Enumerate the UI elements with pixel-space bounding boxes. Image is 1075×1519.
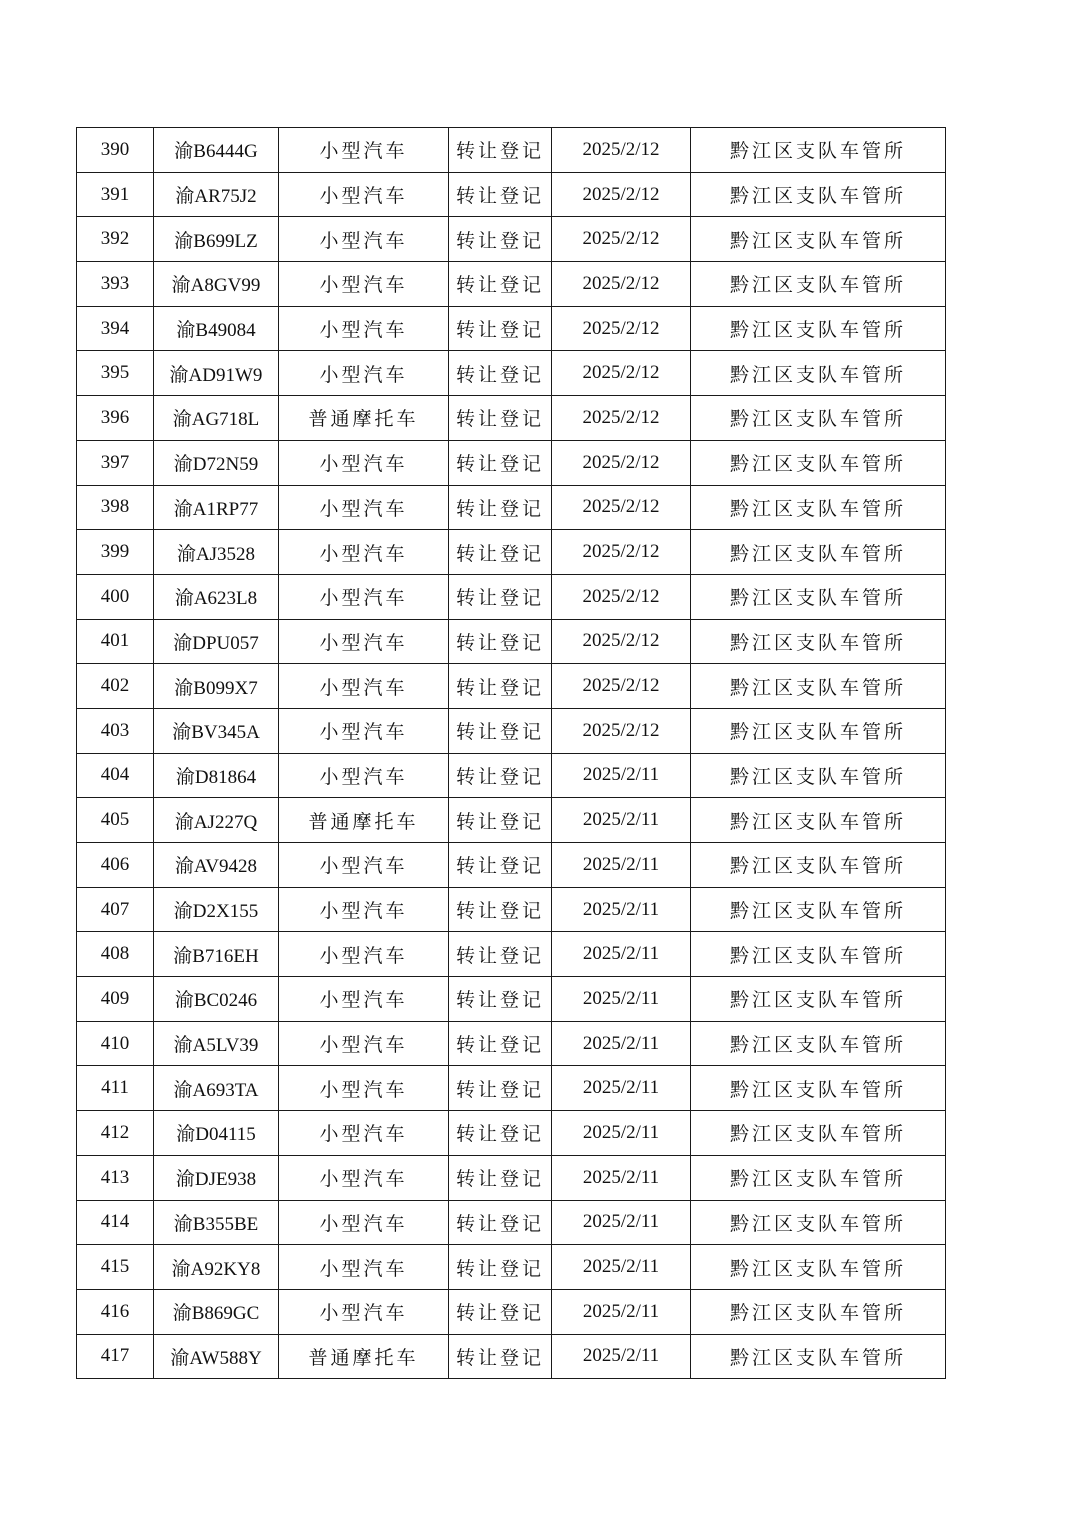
office-name-cell: 黔江区支队车管所 xyxy=(691,1200,946,1245)
vehicle-type-cell: 小型汽车 xyxy=(279,172,449,217)
record-date-cell: 2025/2/12 xyxy=(552,396,691,441)
office-name-cell: 黔江区支队车管所 xyxy=(691,1021,946,1066)
business-type-cell: 转让登记 xyxy=(449,530,552,575)
office-name-cell: 黔江区支队车管所 xyxy=(691,932,946,977)
plate-number-cell: 渝B716EH xyxy=(154,932,279,977)
plate-number-cell: 渝B49084 xyxy=(154,306,279,351)
business-type-cell: 转让登记 xyxy=(449,619,552,664)
business-type-cell: 转让登记 xyxy=(449,708,552,753)
plate-number-cell: 渝A693TA xyxy=(154,1066,279,1111)
record-date-cell: 2025/2/12 xyxy=(552,664,691,709)
plate-number-cell: 渝A1RP77 xyxy=(154,485,279,530)
business-type-cell: 转让登记 xyxy=(449,1334,552,1379)
record-date-cell: 2025/2/11 xyxy=(552,1021,691,1066)
vehicle-type-cell: 小型汽车 xyxy=(279,977,449,1022)
office-name-cell: 黔江区支队车管所 xyxy=(691,574,946,619)
business-type-cell: 转让登记 xyxy=(449,664,552,709)
record-date-cell: 2025/2/11 xyxy=(552,1245,691,1290)
business-type-cell: 转让登记 xyxy=(449,440,552,485)
record-date-cell: 2025/2/12 xyxy=(552,530,691,575)
record-number-cell: 395 xyxy=(77,351,154,396)
office-name-cell: 黔江区支队车管所 xyxy=(691,351,946,396)
office-name-cell: 黔江区支队车管所 xyxy=(691,1245,946,1290)
office-name-cell: 黔江区支队车管所 xyxy=(691,1111,946,1156)
record-date-cell: 2025/2/11 xyxy=(552,977,691,1022)
table-row xyxy=(77,753,946,798)
record-date-cell: 2025/2/11 xyxy=(552,932,691,977)
plate-number-cell: 渝D04115 xyxy=(154,1111,279,1156)
record-number-cell: 417 xyxy=(77,1334,154,1379)
plate-number-cell: 渝A5LV39 xyxy=(154,1021,279,1066)
vehicle-type-cell: 小型汽车 xyxy=(279,1066,449,1111)
record-date-cell: 2025/2/12 xyxy=(552,708,691,753)
plate-number-cell: 渝A92KY8 xyxy=(154,1245,279,1290)
record-number-cell: 411 xyxy=(77,1066,154,1111)
plate-number-cell: 渝B869GC xyxy=(154,1289,279,1334)
vehicle-type-cell: 小型汽车 xyxy=(279,485,449,530)
business-type-cell: 转让登记 xyxy=(449,485,552,530)
office-name-cell: 黔江区支队车管所 xyxy=(691,1289,946,1334)
office-name-cell: 黔江区支队车管所 xyxy=(691,262,946,307)
table-row xyxy=(77,1111,946,1156)
plate-number-cell: 渝AJ3528 xyxy=(154,530,279,575)
vehicle-type-cell: 小型汽车 xyxy=(279,619,449,664)
business-type-cell: 转让登记 xyxy=(449,172,552,217)
plate-number-cell: 渝B099X7 xyxy=(154,664,279,709)
office-name-cell: 黔江区支队车管所 xyxy=(691,396,946,441)
vehicle-type-cell: 小型汽车 xyxy=(279,351,449,396)
plate-number-cell: 渝D81864 xyxy=(154,753,279,798)
record-number-cell: 406 xyxy=(77,843,154,888)
table-row xyxy=(77,351,946,396)
vehicle-type-cell: 小型汽车 xyxy=(279,708,449,753)
plate-number-cell: 渝DJE938 xyxy=(154,1155,279,1200)
record-date-cell: 2025/2/11 xyxy=(552,1111,691,1156)
plate-number-cell: 渝A8GV99 xyxy=(154,262,279,307)
record-date-cell: 2025/2/11 xyxy=(552,753,691,798)
vehicle-type-cell: 小型汽车 xyxy=(279,530,449,575)
plate-number-cell: 渝B355BE xyxy=(154,1200,279,1245)
record-date-cell: 2025/2/11 xyxy=(552,1289,691,1334)
table-row xyxy=(77,1066,946,1111)
record-number-cell: 403 xyxy=(77,708,154,753)
business-type-cell: 转让登记 xyxy=(449,977,552,1022)
plate-number-cell: 渝AJ227Q xyxy=(154,798,279,843)
record-number-cell: 408 xyxy=(77,932,154,977)
table-row xyxy=(77,262,946,307)
table-row xyxy=(77,574,946,619)
table-row xyxy=(77,440,946,485)
office-name-cell: 黔江区支队车管所 xyxy=(691,977,946,1022)
record-date-cell: 2025/2/12 xyxy=(552,485,691,530)
vehicle-type-cell: 小型汽车 xyxy=(279,306,449,351)
record-date-cell: 2025/2/12 xyxy=(552,172,691,217)
table-row xyxy=(77,485,946,530)
table-row xyxy=(77,172,946,217)
plate-number-cell: 渝AW588Y xyxy=(154,1334,279,1379)
vehicle-type-cell: 小型汽车 xyxy=(279,217,449,262)
record-number-cell: 400 xyxy=(77,574,154,619)
record-number-cell: 396 xyxy=(77,396,154,441)
vehicle-type-cell: 小型汽车 xyxy=(279,1289,449,1334)
vehicle-type-cell: 小型汽车 xyxy=(279,1021,449,1066)
record-date-cell: 2025/2/11 xyxy=(552,1066,691,1111)
business-type-cell: 转让登记 xyxy=(449,1155,552,1200)
vehicle-type-cell: 普通摩托车 xyxy=(279,798,449,843)
office-name-cell: 黔江区支队车管所 xyxy=(691,798,946,843)
business-type-cell: 转让登记 xyxy=(449,306,552,351)
vehicle-type-cell: 小型汽车 xyxy=(279,1155,449,1200)
vehicle-type-cell: 小型汽车 xyxy=(279,128,449,173)
record-number-cell: 397 xyxy=(77,440,154,485)
record-number-cell: 416 xyxy=(77,1289,154,1334)
vehicle-type-cell: 小型汽车 xyxy=(279,1245,449,1290)
table-row xyxy=(77,843,946,888)
business-type-cell: 转让登记 xyxy=(449,1289,552,1334)
office-name-cell: 黔江区支队车管所 xyxy=(691,664,946,709)
vehicle-type-cell: 小型汽车 xyxy=(279,1111,449,1156)
business-type-cell: 转让登记 xyxy=(449,262,552,307)
plate-number-cell: 渝AV9428 xyxy=(154,843,279,888)
office-name-cell: 黔江区支队车管所 xyxy=(691,128,946,173)
plate-number-cell: 渝AD91W9 xyxy=(154,351,279,396)
office-name-cell: 黔江区支队车管所 xyxy=(691,708,946,753)
office-name-cell: 黔江区支队车管所 xyxy=(691,485,946,530)
plate-number-cell: 渝B699LZ xyxy=(154,217,279,262)
record-number-cell: 409 xyxy=(77,977,154,1022)
plate-number-cell: 渝A623L8 xyxy=(154,574,279,619)
office-name-cell: 黔江区支队车管所 xyxy=(691,172,946,217)
vehicle-transfer-table xyxy=(76,127,946,1379)
record-date-cell: 2025/2/11 xyxy=(552,1200,691,1245)
table-row xyxy=(77,619,946,664)
table-row xyxy=(77,217,946,262)
business-type-cell: 转让登记 xyxy=(449,128,552,173)
vehicle-type-cell: 小型汽车 xyxy=(279,574,449,619)
plate-number-cell: 渝BC0246 xyxy=(154,977,279,1022)
office-name-cell: 黔江区支队车管所 xyxy=(691,440,946,485)
office-name-cell: 黔江区支队车管所 xyxy=(691,843,946,888)
business-type-cell: 转让登记 xyxy=(449,574,552,619)
table-row xyxy=(77,932,946,977)
record-number-cell: 415 xyxy=(77,1245,154,1290)
office-name-cell: 黔江区支队车管所 xyxy=(691,619,946,664)
record-number-cell: 394 xyxy=(77,306,154,351)
record-date-cell: 2025/2/11 xyxy=(552,843,691,888)
table-row xyxy=(77,530,946,575)
record-date-cell: 2025/2/11 xyxy=(552,1334,691,1379)
office-name-cell: 黔江区支队车管所 xyxy=(691,753,946,798)
record-number-cell: 412 xyxy=(77,1111,154,1156)
vehicle-type-cell: 小型汽车 xyxy=(279,1200,449,1245)
office-name-cell: 黔江区支队车管所 xyxy=(691,887,946,932)
business-type-cell: 转让登记 xyxy=(449,887,552,932)
table-body xyxy=(77,128,946,1379)
table-row xyxy=(77,1334,946,1379)
record-date-cell: 2025/2/12 xyxy=(552,440,691,485)
record-number-cell: 401 xyxy=(77,619,154,664)
record-number-cell: 399 xyxy=(77,530,154,575)
table-row xyxy=(77,1289,946,1334)
vehicle-type-cell: 小型汽车 xyxy=(279,262,449,307)
record-number-cell: 413 xyxy=(77,1155,154,1200)
table-row xyxy=(77,798,946,843)
office-name-cell: 黔江区支队车管所 xyxy=(691,306,946,351)
table-row xyxy=(77,1200,946,1245)
record-number-cell: 390 xyxy=(77,128,154,173)
business-type-cell: 转让登记 xyxy=(449,1200,552,1245)
record-date-cell: 2025/2/12 xyxy=(552,262,691,307)
plate-number-cell: 渝B6444G xyxy=(154,128,279,173)
table-row xyxy=(77,128,946,173)
business-type-cell: 转让登记 xyxy=(449,753,552,798)
record-date-cell: 2025/2/11 xyxy=(552,887,691,932)
vehicle-type-cell: 小型汽车 xyxy=(279,932,449,977)
vehicle-type-cell: 小型汽车 xyxy=(279,440,449,485)
vehicle-type-cell: 普通摩托车 xyxy=(279,396,449,441)
plate-number-cell: 渝BV345A xyxy=(154,708,279,753)
record-number-cell: 393 xyxy=(77,262,154,307)
record-number-cell: 405 xyxy=(77,798,154,843)
business-type-cell: 转让登记 xyxy=(449,1021,552,1066)
plate-number-cell: 渝AG718L xyxy=(154,396,279,441)
table-row xyxy=(77,1245,946,1290)
office-name-cell: 黔江区支队车管所 xyxy=(691,217,946,262)
record-date-cell: 2025/2/12 xyxy=(552,619,691,664)
office-name-cell: 黔江区支队车管所 xyxy=(691,1066,946,1111)
record-date-cell: 2025/2/12 xyxy=(552,217,691,262)
business-type-cell: 转让登记 xyxy=(449,843,552,888)
record-date-cell: 2025/2/12 xyxy=(552,306,691,351)
plate-number-cell: 渝DPU057 xyxy=(154,619,279,664)
office-name-cell: 黔江区支队车管所 xyxy=(691,1155,946,1200)
record-number-cell: 414 xyxy=(77,1200,154,1245)
record-number-cell: 402 xyxy=(77,664,154,709)
record-number-cell: 398 xyxy=(77,485,154,530)
office-name-cell: 黔江区支队车管所 xyxy=(691,1334,946,1379)
business-type-cell: 转让登记 xyxy=(449,798,552,843)
table-row xyxy=(77,977,946,1022)
vehicle-type-cell: 普通摩托车 xyxy=(279,1334,449,1379)
record-number-cell: 391 xyxy=(77,172,154,217)
business-type-cell: 转让登记 xyxy=(449,351,552,396)
table-row xyxy=(77,1155,946,1200)
plate-number-cell: 渝D72N59 xyxy=(154,440,279,485)
table-row xyxy=(77,306,946,351)
record-number-cell: 392 xyxy=(77,217,154,262)
office-name-cell: 黔江区支队车管所 xyxy=(691,530,946,575)
record-date-cell: 2025/2/12 xyxy=(552,128,691,173)
vehicle-type-cell: 小型汽车 xyxy=(279,887,449,932)
record-number-cell: 404 xyxy=(77,753,154,798)
record-number-cell: 410 xyxy=(77,1021,154,1066)
table-row xyxy=(77,664,946,709)
table-row xyxy=(77,887,946,932)
vehicle-type-cell: 小型汽车 xyxy=(279,753,449,798)
business-type-cell: 转让登记 xyxy=(449,396,552,441)
plate-number-cell: 渝D2X155 xyxy=(154,887,279,932)
plate-number-cell: 渝AR75J2 xyxy=(154,172,279,217)
business-type-cell: 转让登记 xyxy=(449,932,552,977)
record-date-cell: 2025/2/11 xyxy=(552,798,691,843)
table-row xyxy=(77,396,946,441)
business-type-cell: 转让登记 xyxy=(449,1111,552,1156)
business-type-cell: 转让登记 xyxy=(449,1245,552,1290)
vehicle-type-cell: 小型汽车 xyxy=(279,843,449,888)
table-row xyxy=(77,1021,946,1066)
business-type-cell: 转让登记 xyxy=(449,1066,552,1111)
record-number-cell: 407 xyxy=(77,887,154,932)
vehicle-type-cell: 小型汽车 xyxy=(279,664,449,709)
record-date-cell: 2025/2/12 xyxy=(552,351,691,396)
business-type-cell: 转让登记 xyxy=(449,217,552,262)
table-row xyxy=(77,708,946,753)
record-date-cell: 2025/2/11 xyxy=(552,1155,691,1200)
record-date-cell: 2025/2/12 xyxy=(552,574,691,619)
